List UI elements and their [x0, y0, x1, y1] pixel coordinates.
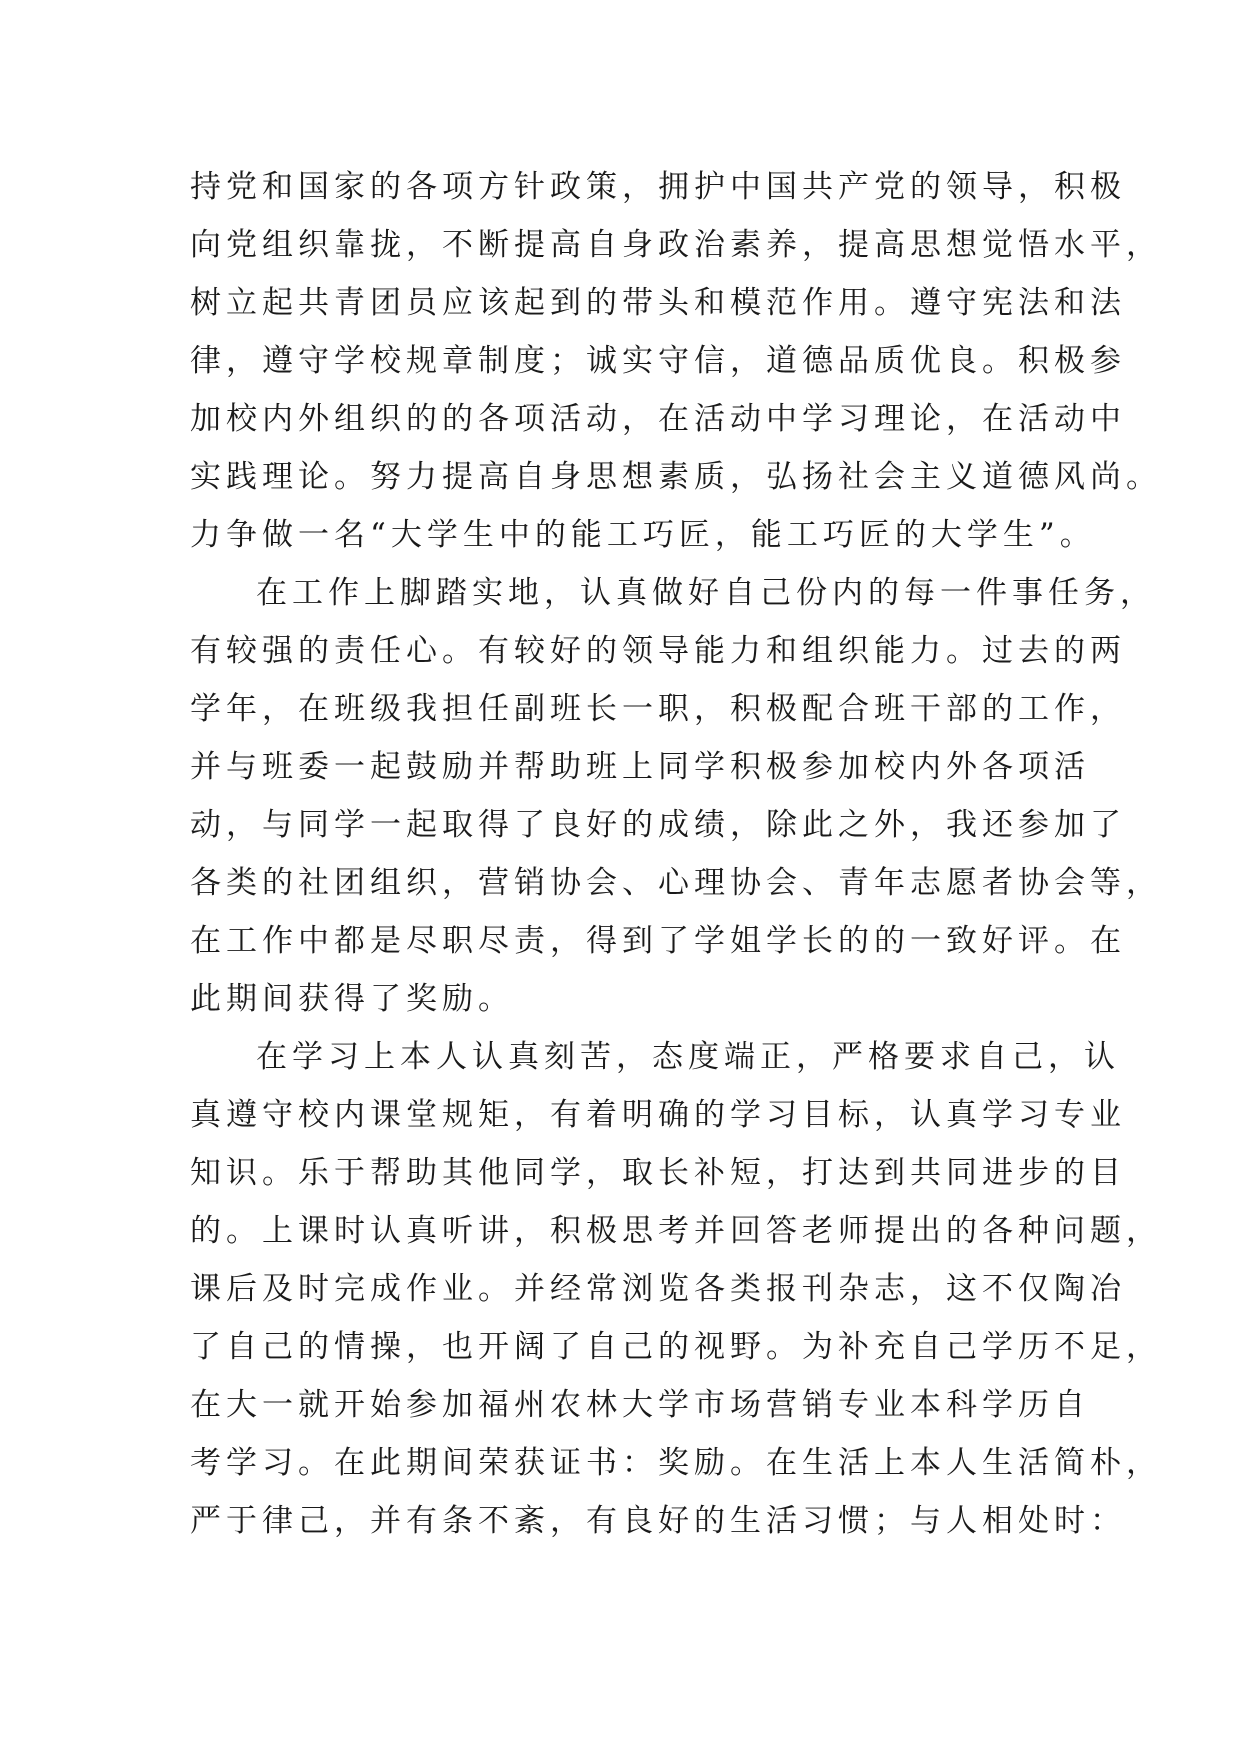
text-line: 向党组织靠拢，不断提高自身政治素养，提高思想觉悟水平， — [190, 227, 1162, 263]
paragraph-start-line: 在工作上脚踏实地，认真做好自己份内的每一件事任务， — [256, 575, 1156, 611]
text-line: 力争做一名“大学生中的能工巧匠，能工巧匠的大学生”。 — [190, 517, 1096, 553]
text-line: 的。上课时认真听讲，积极思考并回答老师提出的各种问题， — [190, 1213, 1162, 1249]
text-line: 加校内外组织的的各项活动，在活动中学习理论，在活动中 — [190, 401, 1126, 437]
text-line: 并与班委一起鼓励并帮助班上同学积极参加校内外各项活 — [190, 749, 1090, 785]
text-line: 知识。乐于帮助其他同学，取长补短，打达到共同进步的目 — [190, 1155, 1126, 1191]
text-line: 在工作中都是尽职尽责，得到了学姐学长的的一致好评。在 — [190, 923, 1126, 959]
text-line: 课后及时完成作业。并经常浏览各类报刊杂志，这不仅陶冶 — [190, 1271, 1126, 1307]
text-line: 动，与同学一起取得了良好的成绩，除此之外，我还参加了 — [190, 807, 1126, 843]
text-line: 真遵守校内课堂规矩，有着明确的学习目标，认真学习专业 — [190, 1097, 1126, 1133]
text-line: 学年，在班级我担任副班长一职，积极配合班干部的工作， — [190, 691, 1126, 727]
paragraph-start-line: 在学习上本人认真刻苦，态度端正，严格要求自己，认 — [256, 1039, 1120, 1075]
text-line: 树立起共青团员应该起到的带头和模范作用。遵守宪法和法 — [190, 285, 1126, 321]
text-line: 此期间获得了奖励。 — [190, 981, 514, 1017]
text-line: 严于律己，并有条不紊，有良好的生活习惯；与人相处时： — [190, 1503, 1126, 1539]
text-line: 了自己的情操，也开阔了自己的视野。为补充自己学历不足， — [190, 1329, 1162, 1365]
text-line: 各类的社团组织，营销协会、心理协会、青年志愿者协会等， — [190, 865, 1162, 901]
text-line: 律，遵守学校规章制度；诚实守信，道德品质优良。积极参 — [190, 343, 1126, 379]
text-line: 实践理论。努力提高自身思想素质，弘扬社会主义道德风尚。 — [190, 459, 1162, 495]
text-line: 有较强的责任心。有较好的领导能力和组织能力。过去的两 — [190, 633, 1126, 669]
text-line: 持党和国家的各项方针政策，拥护中国共产党的领导，积极 — [190, 169, 1126, 205]
text-line: 考学习。在此期间荣获证书：奖励。在生活上本人生活简朴， — [190, 1445, 1162, 1481]
body-text — [190, 158, 1162, 1550]
text-line: 在大一就开始参加福州农林大学市场营销专业本科学历自 — [190, 1387, 1090, 1423]
